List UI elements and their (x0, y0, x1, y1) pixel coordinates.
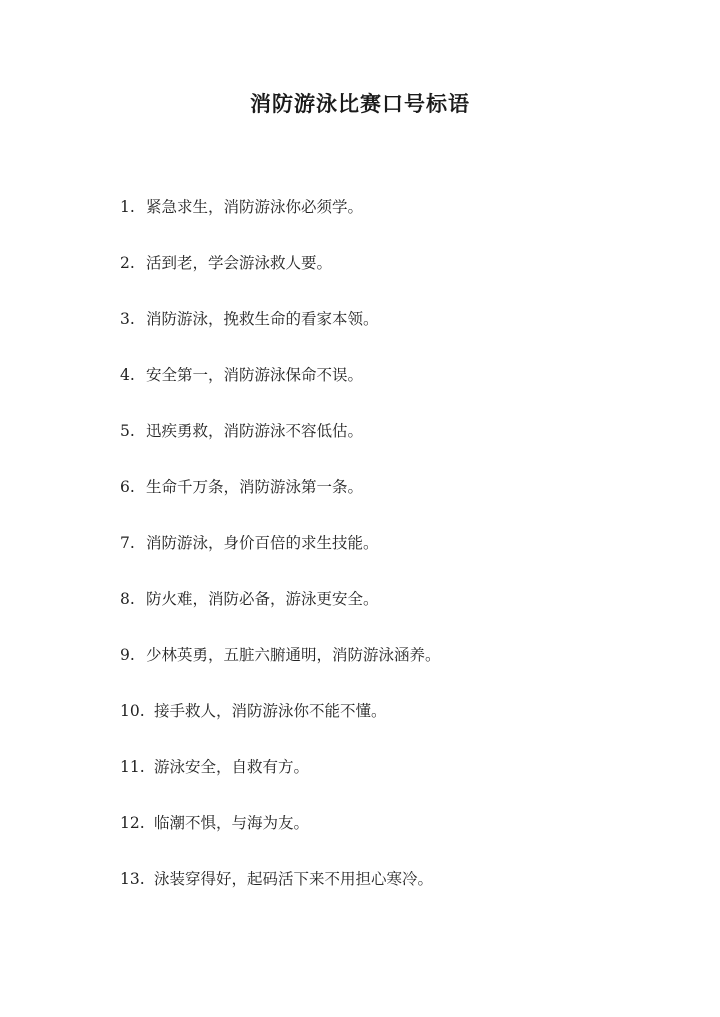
list-item-number: 3. (120, 310, 135, 328)
list-item-text: 迅疾勇救，消防游泳不容低估。 (146, 422, 364, 440)
list-item-text: 生命千万条，消防游泳第一条。 (146, 478, 364, 496)
list-item (120, 532, 680, 588)
list-item-text: 泳装穿得好，起码活下来不用担心寒冷。 (154, 870, 434, 888)
slogan-list (120, 196, 680, 924)
list-item (120, 196, 680, 252)
list-item-number: 1. (120, 198, 135, 216)
list-item-number: 11. (120, 758, 145, 776)
list-item-text: 防火难，消防必备，游泳更安全。 (146, 590, 379, 608)
list-item-number: 5. (120, 422, 135, 440)
list-item-text: 安全第一，消防游泳保命不误。 (146, 366, 364, 384)
list-item-number: 7. (120, 534, 135, 552)
list-item (120, 644, 680, 700)
list-item-number: 13. (120, 870, 145, 888)
list-item-text: 游泳安全，自救有方。 (154, 758, 310, 776)
list-item (120, 756, 680, 812)
list-item-text: 消防游泳，身价百倍的求生技能。 (146, 534, 379, 552)
list-item (120, 476, 680, 532)
list-item (120, 364, 680, 420)
list-item (120, 420, 680, 476)
list-item-text: 消防游泳，挽救生命的看家本领。 (146, 310, 379, 328)
list-item-text: 活到老，学会游泳救人要。 (146, 254, 333, 272)
page-title: 消防游泳比赛口号标语 (250, 91, 470, 116)
list-item-text: 少林英勇，五脏六腑通明，消防游泳涵养。 (146, 646, 441, 664)
list-item (120, 252, 680, 308)
list-item (120, 812, 680, 868)
list-item-text: 接手救人，消防游泳你不能不懂。 (154, 702, 387, 720)
list-item (120, 700, 680, 756)
list-item (120, 868, 680, 924)
list-item (120, 308, 680, 364)
list-item (120, 588, 680, 644)
list-item-number: 4. (120, 366, 135, 384)
list-item-text: 临潮不惧，与海为友。 (154, 814, 310, 832)
list-item-number: 2. (120, 254, 135, 272)
list-item-number: 6. (120, 478, 135, 496)
list-item-number: 10. (120, 702, 145, 720)
list-item-number: 9. (120, 646, 135, 664)
list-item-number: 12. (120, 814, 145, 832)
list-item-number: 8. (120, 590, 135, 608)
list-item-text: 紧急求生，消防游泳你必须学。 (146, 198, 364, 216)
